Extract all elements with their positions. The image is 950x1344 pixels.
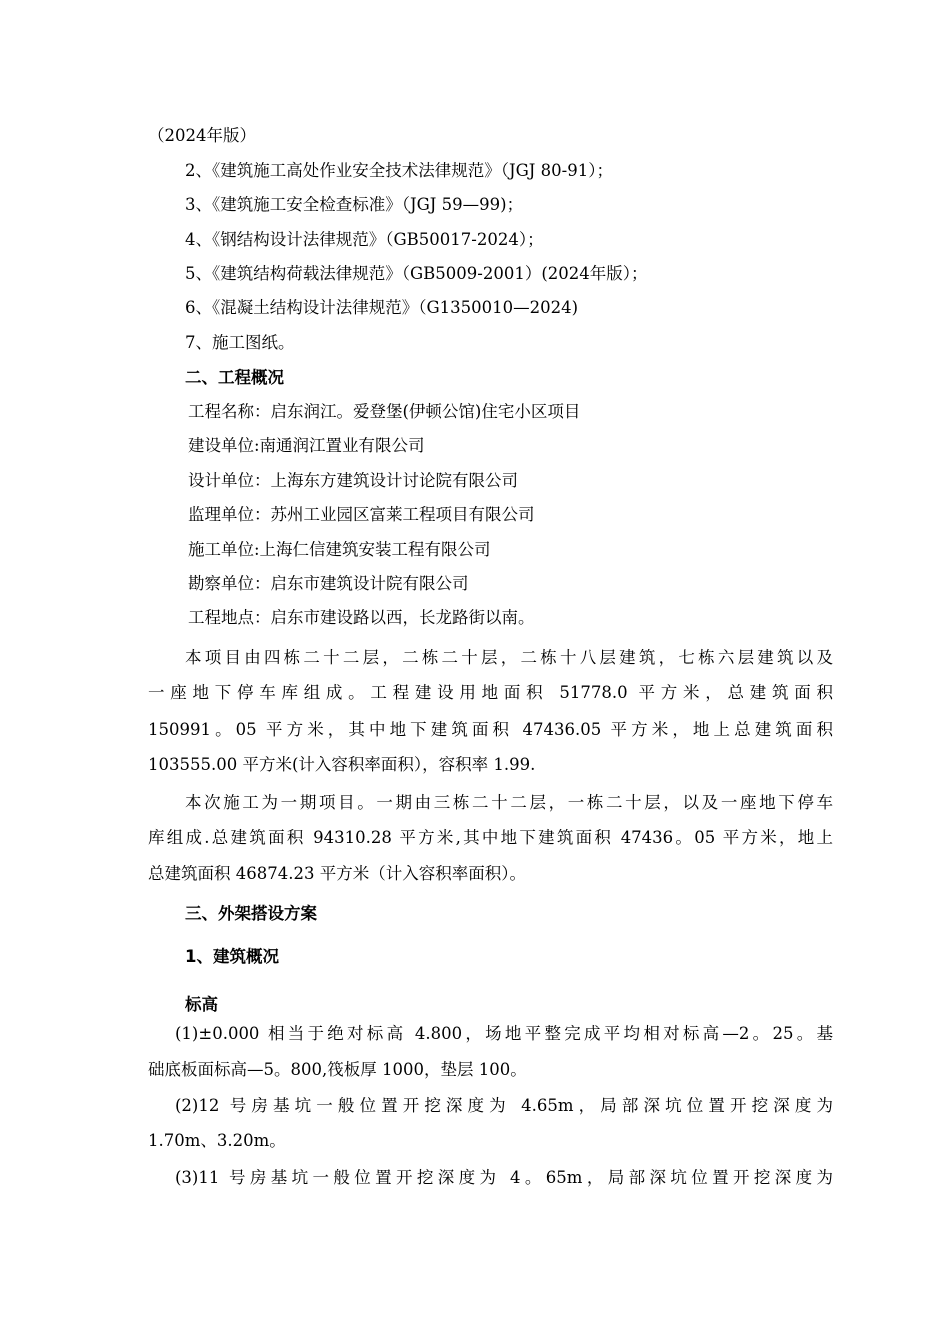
paragraph-line: 础底板面标高—5。800,筏板厚 1000，垫层 100。 [148,1060,527,1079]
elevation-heading: 标高 [185,995,218,1014]
reference-item-7: 7、施工图纸。 [185,333,295,352]
paragraph-line: 一座地下停车库组成。工程建设用地面积 51778.0 平方米，总建筑面积 [148,683,833,702]
construction-unit: 施工单位:上海仁信建筑安装工程有限公司 [188,540,491,559]
paragraph-line: 103555.00 平方米(计入容积率面积），容积率 1.99. [148,755,536,774]
paragraph-line: (1)±0.000 相当于绝对标高 4.800，场地平整完成平均相对标高—2。25。基 [175,1024,833,1043]
paragraph-line: (2)12 号房基坑一般位置开挖深度为 4.65m，局部深坑位置开挖深度为 [175,1096,833,1115]
paragraph-line: 总建筑面积 46874.23 平方米（计入容积率面积）。 [148,864,526,883]
section-heading-2: 二、工程概况 [185,368,284,387]
paragraph-line: 本次施工为一期项目。一期由三栋二十二层，一栋二十层，以及一座地下停车 [185,793,833,812]
text-line: （2024年版） [148,126,256,145]
project-name: 工程名称：启东润江。爱登堡(伊顿公馆)住宅小区项目 [188,402,581,421]
paragraph-line: 库组成.总建筑面积 94310.28 平方米,其中地下建筑面积 47436。05 平方米，地上 [148,828,833,847]
reference-item-5: 5、《建筑结构荷载法律规范》（GB5009-2001）(2024年版）； [185,264,648,283]
paragraph-line: 本项目由四栋二十二层，二栋二十层，二栋十八层建筑，七栋六层建筑以及 [185,648,833,667]
subsection-heading: 1、建筑概况 [185,947,279,966]
reference-item-6: 6、《混凝土结构设计法律规范》（G1350010—2024) [185,298,579,317]
survey-unit: 勘察单位：启东市建筑设计院有限公司 [188,574,469,593]
section-heading-3: 三、外架搭设方案 [185,904,317,923]
paragraph-line: (3)11 号房基坑一般位置开挖深度为 4。65m，局部深坑位置开挖深度为 [175,1168,833,1187]
project-location: 工程地点：启东市建设路以西，长龙路街以南。 [188,608,535,627]
reference-item-4: 4、《钢结构设计法律规范》（GB50017-2024）； [185,230,544,249]
owner-unit: 建设单位:南通润江置业有限公司 [188,436,425,455]
paragraph-line: 150991。05 平方米，其中地下建筑面积 47436.05 平方米，地上总建筑面积 [148,720,833,739]
paragraph-line: 1.70m、3.20m。 [148,1131,286,1150]
reference-item-2: 2、《建筑施工高处作业安全技术法律规范》（JGJ 80-91）； [185,161,613,180]
supervision-unit: 监理单位：苏州工业园区富莱工程项目有限公司 [188,505,535,524]
reference-item-3: 3、《建筑施工安全检查标准》（JGJ 59—99)； [185,195,524,214]
design-unit: 设计单位：上海东方建筑设计讨论院有限公司 [188,471,518,490]
